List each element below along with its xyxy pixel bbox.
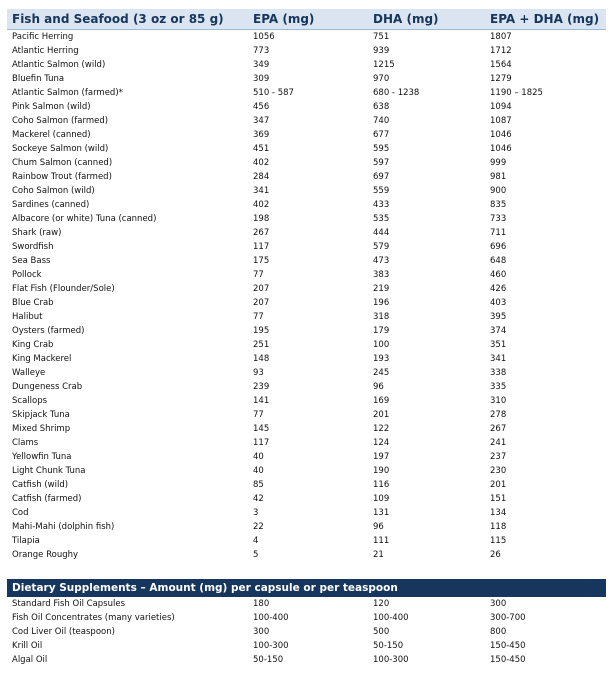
cell-total: 374 (490, 326, 507, 336)
cell-dha: 100-400 (373, 613, 409, 623)
cell-epa: 456 (253, 102, 270, 112)
cell-dha: 96 (373, 382, 384, 392)
table-row (7, 380, 606, 394)
table-row (7, 72, 606, 86)
cell-total: 733 (490, 214, 507, 224)
cell-name: Walleye (12, 368, 46, 378)
cell-total: 1046 (490, 130, 512, 140)
header-epa-dha: EPA + DHA (mg) (488, 9, 606, 30)
fish-seafood-table (7, 9, 606, 562)
cell-name: Blue Crab (12, 298, 54, 308)
cell-name: Yellowfin Tuna (12, 452, 72, 462)
cell-epa: 267 (253, 228, 270, 238)
cell-total: 1087 (490, 116, 512, 126)
cell-name: Cod (12, 508, 29, 518)
header-epa: EPA (mg) (251, 9, 371, 30)
cell-dha: 444 (373, 228, 390, 238)
cell-epa: 100-400 (253, 613, 289, 623)
cell-total: 395 (490, 312, 507, 322)
cell-total: 648 (490, 256, 507, 266)
table-row (7, 366, 606, 380)
table-row (7, 296, 606, 310)
cell-dha: 318 (373, 312, 390, 322)
table-row (7, 114, 606, 128)
table-row (7, 597, 606, 611)
fish-table-body (7, 30, 606, 563)
cell-total: 800 (490, 627, 507, 637)
table-row (7, 156, 606, 170)
cell-dha: 96 (373, 522, 384, 532)
cell-dha: 383 (373, 270, 390, 280)
cell-total: 118 (490, 522, 507, 532)
cell-epa: 251 (253, 340, 270, 350)
supplements-header-row (7, 579, 606, 597)
cell-dha: 179 (373, 326, 390, 336)
cell-dha: 535 (373, 214, 390, 224)
cell-epa: 50-150 (253, 655, 284, 665)
cell-name: Light Chunk Tuna (12, 466, 86, 476)
cell-epa: 195 (253, 326, 270, 336)
cell-name: Standard Fish Oil Capsules (12, 599, 126, 609)
cell-epa: 40 (253, 452, 264, 462)
table-row (7, 142, 606, 156)
cell-total: 267 (490, 424, 507, 434)
cell-epa: 207 (253, 298, 270, 308)
table-row (7, 324, 606, 338)
cell-name: Pacific Herring (12, 32, 74, 42)
cell-epa: 510 - 587 (253, 88, 294, 98)
cell-dha: 116 (373, 480, 390, 490)
cell-total: 335 (490, 382, 507, 392)
cell-dha: 697 (373, 172, 390, 182)
cell-name: Catfish (farmed) (12, 494, 82, 504)
table-row (7, 212, 606, 226)
table-row (7, 128, 606, 142)
cell-epa: 284 (253, 172, 270, 182)
cell-dha: 100-300 (373, 655, 409, 665)
cell-epa: 4 (253, 536, 259, 546)
cell-epa: 402 (253, 200, 270, 210)
cell-name: Oysters (farmed) (12, 326, 85, 336)
cell-name: Mixed Shrimp (12, 424, 71, 434)
supplements-table (7, 579, 606, 667)
table-row (7, 240, 606, 254)
cell-total: 426 (490, 284, 507, 294)
cell-epa: 117 (253, 242, 270, 252)
cell-dha: 740 (373, 116, 390, 126)
cell-total: 300-700 (490, 613, 526, 623)
cell-epa: 145 (253, 424, 270, 434)
table-row (7, 184, 606, 198)
cell-total: 900 (490, 186, 507, 196)
cell-dha: 970 (373, 74, 390, 84)
table-row (7, 310, 606, 324)
cell-total: 1190 – 1825 (490, 88, 543, 98)
cell-epa: 175 (253, 256, 270, 266)
cell-name: Orange Roughy (12, 550, 79, 560)
cell-total: 460 (490, 270, 507, 280)
cell-dha: 193 (373, 354, 390, 364)
cell-name: Mahi-Mahi (dolphin fish) (12, 522, 115, 532)
cell-total: 1564 (490, 60, 512, 70)
cell-name: Atlantic Salmon (farmed)* (12, 88, 123, 98)
table-row (7, 226, 606, 240)
cell-name: Rainbow Trout (farmed) (12, 172, 112, 182)
table-row (7, 639, 606, 653)
cell-epa: 5 (253, 550, 259, 560)
cell-epa: 773 (253, 46, 270, 56)
cell-dha: 120 (373, 599, 390, 609)
cell-epa: 198 (253, 214, 270, 224)
cell-total: 115 (490, 536, 507, 546)
table-row (7, 506, 606, 520)
cell-total: 981 (490, 172, 507, 182)
cell-total: 1807 (490, 32, 512, 42)
cell-total: 351 (490, 340, 507, 350)
cell-name: Swordfish (12, 242, 54, 252)
cell-total: 150-450 (490, 655, 526, 665)
table-row (7, 520, 606, 534)
cell-name: Chum Salmon (canned) (12, 158, 113, 168)
cell-name: Fish Oil Concentrates (many varieties) (12, 613, 175, 623)
cell-epa: 369 (253, 130, 270, 140)
cell-dha: 473 (373, 256, 390, 266)
cell-dha: 124 (373, 438, 390, 448)
cell-epa: 85 (253, 480, 264, 490)
cell-name: Flat Fish (Flounder/Sole) (12, 284, 115, 294)
cell-total: 151 (490, 494, 507, 504)
cell-dha: 201 (373, 410, 390, 420)
table-row (7, 408, 606, 422)
cell-epa: 3 (253, 508, 259, 518)
cell-dha: 196 (373, 298, 390, 308)
cell-dha: 122 (373, 424, 390, 434)
table-row (7, 100, 606, 114)
cell-total: 134 (490, 508, 507, 518)
cell-epa: 40 (253, 466, 264, 476)
cell-name: Pollock (12, 270, 42, 280)
cell-name: Cod Liver Oil (teaspoon) (12, 627, 115, 637)
table-row (7, 611, 606, 625)
cell-dha: 219 (373, 284, 390, 294)
cell-epa: 300 (253, 627, 270, 637)
cell-total: 1279 (490, 74, 512, 84)
cell-epa: 1056 (253, 32, 275, 42)
cell-dha: 638 (373, 102, 390, 112)
cell-name: Atlantic Salmon (wild) (12, 60, 106, 70)
cell-total: 201 (490, 480, 507, 490)
table-row (7, 625, 606, 639)
cell-epa: 207 (253, 284, 270, 294)
cell-dha: 100 (373, 340, 390, 350)
cell-epa: 141 (253, 396, 270, 406)
header-fish: Fish and Seafood (3 oz or 85 g) (7, 9, 251, 30)
cell-name: King Mackerel (12, 354, 72, 364)
cell-total: 338 (490, 368, 507, 378)
table-row (7, 198, 606, 212)
cell-name: Sockeye Salmon (wild) (12, 144, 109, 154)
table-row (7, 464, 606, 478)
cell-epa: 93 (253, 368, 264, 378)
cell-name: Tilapia (12, 536, 40, 546)
cell-name: Bluefin Tuna (12, 74, 65, 84)
cell-epa: 349 (253, 60, 270, 70)
cell-total: 999 (490, 158, 507, 168)
cell-name: Clams (12, 438, 39, 448)
cell-total: 1046 (490, 144, 512, 154)
table-row (7, 44, 606, 58)
cell-total: 835 (490, 200, 507, 210)
cell-dha: 597 (373, 158, 390, 168)
cell-total: 341 (490, 354, 507, 364)
cell-total: 696 (490, 242, 507, 252)
cell-total: 26 (490, 550, 501, 560)
cell-name: Sea Bass (12, 256, 51, 266)
cell-epa: 239 (253, 382, 270, 392)
cell-epa: 148 (253, 354, 270, 364)
table-row (7, 492, 606, 506)
table-row (7, 282, 606, 296)
cell-total: 310 (490, 396, 507, 406)
cell-epa: 402 (253, 158, 270, 168)
table-row (7, 58, 606, 72)
cell-total: 1094 (490, 102, 512, 112)
cell-epa: 341 (253, 186, 270, 196)
cell-name: Coho Salmon (farmed) (12, 116, 109, 126)
cell-name: Sardines (canned) (12, 200, 90, 210)
cell-epa: 77 (253, 312, 264, 322)
cell-total: 241 (490, 438, 507, 448)
cell-dha: 50-150 (373, 641, 404, 651)
cell-epa: 42 (253, 494, 264, 504)
cell-epa: 347 (253, 116, 270, 126)
cell-dha: 595 (373, 144, 390, 154)
cell-dha: 939 (373, 46, 390, 56)
cell-name: Halibut (12, 312, 43, 322)
table-row (7, 653, 606, 667)
cell-epa: 77 (253, 410, 264, 420)
cell-dha: 579 (373, 242, 390, 252)
cell-name: Shark (raw) (12, 228, 62, 238)
cell-epa: 451 (253, 144, 270, 154)
table-row (7, 170, 606, 184)
table-row (7, 352, 606, 366)
cell-name: Algal Oil (12, 655, 48, 665)
cell-total: 1712 (490, 46, 512, 56)
cell-name: Dungeness Crab (12, 382, 83, 392)
cell-total: 300 (490, 599, 507, 609)
cell-name: Scallops (12, 396, 48, 406)
cell-epa: 100-300 (253, 641, 289, 651)
cell-name: Catfish (wild) (12, 480, 69, 490)
cell-dha: 433 (373, 200, 390, 210)
cell-dha: 111 (373, 536, 390, 546)
cell-name: Atlantic Herring (12, 46, 79, 56)
supplements-title: Dietary Supplements – Amount (mg) per capsule or per teaspoon (7, 579, 606, 597)
table-row (7, 268, 606, 282)
cell-name: Mackerel (canned) (12, 130, 91, 140)
cell-dha: 680 - 1238 (373, 88, 420, 98)
cell-name: Skipjack Tuna (12, 410, 70, 420)
table-row (7, 436, 606, 450)
cell-dha: 500 (373, 627, 390, 637)
cell-name: King Crab (12, 340, 54, 350)
cell-epa: 180 (253, 599, 270, 609)
cell-total: 150-450 (490, 641, 526, 651)
cell-dha: 559 (373, 186, 390, 196)
supplements-table-body (7, 579, 606, 667)
cell-epa: 117 (253, 438, 270, 448)
cell-dha: 21 (373, 550, 384, 560)
table-row (7, 422, 606, 436)
table-row (7, 394, 606, 408)
cell-name: Coho Salmon (wild) (12, 186, 95, 196)
cell-dha: 169 (373, 396, 390, 406)
cell-total: 278 (490, 410, 507, 420)
cell-dha: 131 (373, 508, 390, 518)
table-row (7, 254, 606, 268)
table-row (7, 30, 606, 45)
cell-dha: 245 (373, 368, 390, 378)
cell-total: 711 (490, 228, 507, 238)
table-row (7, 548, 606, 562)
cell-name: Albacore (or white) Tuna (canned) (12, 214, 157, 224)
cell-dha: 190 (373, 466, 390, 476)
table-row (7, 478, 606, 492)
table-row (7, 86, 606, 100)
cell-epa: 22 (253, 522, 264, 532)
cell-epa: 77 (253, 270, 264, 280)
cell-dha: 109 (373, 494, 390, 504)
cell-total: 403 (490, 298, 507, 308)
cell-total: 230 (490, 466, 507, 476)
table-row (7, 534, 606, 548)
table-row (7, 450, 606, 464)
table-header-row (7, 9, 606, 30)
header-dha: DHA (mg) (371, 9, 488, 30)
cell-dha: 197 (373, 452, 390, 462)
cell-name: Krill Oil (12, 641, 43, 651)
cell-total: 237 (490, 452, 507, 462)
cell-epa: 309 (253, 74, 270, 84)
table-row (7, 338, 606, 352)
cell-name: Pink Salmon (wild) (12, 102, 91, 112)
cell-dha: 751 (373, 32, 390, 42)
cell-dha: 1215 (373, 60, 395, 70)
cell-dha: 677 (373, 130, 390, 140)
